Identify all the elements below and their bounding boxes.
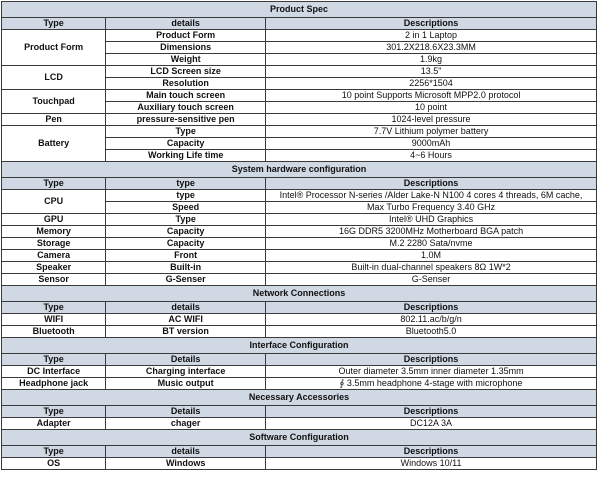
table-row	[2, 274, 597, 286]
row-description: ∮ 3.5mm headphone 4-stage with microphone	[266, 378, 597, 390]
row-description: G-Senser	[266, 274, 597, 286]
row-type: Touchpad	[2, 90, 106, 114]
row-description: Outer diameter 3.5mm inner diameter 1.35mm	[266, 366, 597, 378]
row-detail: Type	[106, 126, 266, 138]
table-row	[2, 30, 597, 42]
row-detail: BT version	[106, 326, 266, 338]
column-header: Descriptions	[266, 18, 597, 30]
row-type: Speaker	[2, 262, 106, 274]
row-description: 16G DDR5 3200MHz Motherboard BGA patch	[266, 226, 597, 238]
row-description: Intel® UHD Graphics	[266, 214, 597, 226]
column-header: Type	[2, 178, 106, 190]
spec-table	[1, 1, 597, 470]
row-description: 2256*1504	[266, 78, 597, 90]
row-description: 1.9kg	[266, 54, 597, 66]
column-header: details	[106, 18, 266, 30]
column-header: details	[106, 446, 266, 458]
section-title-row	[2, 2, 597, 18]
table-row	[2, 190, 597, 202]
row-detail: Capacity	[106, 238, 266, 250]
row-description: Max Turbo Frequency 3.40 GHz	[266, 202, 597, 214]
section-title: Software Configuration	[2, 430, 597, 446]
row-description: Intel® Processor N-series /Alder Lake-N N100 4 cores 4 threads, 6M cache,	[266, 190, 597, 202]
row-description: 10 point Supports Microsoft MPP2.0 protocol	[266, 90, 597, 102]
row-description: 2 in 1 Laptop	[266, 30, 597, 42]
table-row	[2, 126, 597, 138]
row-description: M.2 2280 Sata/nvme	[266, 238, 597, 250]
table-row	[2, 66, 597, 78]
column-header-row	[2, 18, 597, 30]
column-header: Descriptions	[266, 406, 597, 418]
section-title-row	[2, 390, 597, 406]
row-detail: Front	[106, 250, 266, 262]
row-description: 301.2X218.6X23.3MM	[266, 42, 597, 54]
row-description: Bluetooth5.0	[266, 326, 597, 338]
table-row	[2, 226, 597, 238]
row-type: Product Form	[2, 30, 106, 66]
table-row	[2, 418, 597, 430]
row-type: CPU	[2, 190, 106, 214]
row-detail: Resolution	[106, 78, 266, 90]
section-title-row	[2, 286, 597, 302]
row-detail: Capacity	[106, 226, 266, 238]
section-title: Necessary Accessories	[2, 390, 597, 406]
section-title-row	[2, 430, 597, 446]
row-description: 4~6 Hours	[266, 150, 597, 162]
table-row	[2, 326, 597, 338]
spec-sheet	[1, 1, 599, 480]
column-header: Type	[2, 406, 106, 418]
column-header-row	[2, 354, 597, 366]
column-header: details	[106, 302, 266, 314]
row-detail: Music output	[106, 378, 266, 390]
table-row	[2, 262, 597, 274]
row-description: 1024-level pressure	[266, 114, 597, 126]
row-description: Windows 10/11	[266, 458, 597, 470]
column-header: Descriptions	[266, 302, 597, 314]
row-type: Camera	[2, 250, 106, 262]
table-row	[2, 90, 597, 102]
table-row	[2, 250, 597, 262]
row-detail: Capacity	[106, 138, 266, 150]
table-row	[2, 458, 597, 470]
row-description: 7.7V Lithium polymer battery	[266, 126, 597, 138]
row-type: Headphone jack	[2, 378, 106, 390]
section-title-row	[2, 338, 597, 354]
row-detail: Weight	[106, 54, 266, 66]
column-header: Type	[2, 446, 106, 458]
row-detail: Product Form	[106, 30, 266, 42]
row-type: Storage	[2, 238, 106, 250]
row-type: LCD	[2, 66, 106, 90]
row-detail: pressure-sensitive pen	[106, 114, 266, 126]
table-row	[2, 114, 597, 126]
row-type: Battery	[2, 126, 106, 162]
row-description: Built-in dual-channel speakers 8Ω 1W*2	[266, 262, 597, 274]
row-description: 10 point	[266, 102, 597, 114]
row-detail: type	[106, 190, 266, 202]
row-type: DC Interface	[2, 366, 106, 378]
column-header: Type	[2, 302, 106, 314]
column-header: type	[106, 178, 266, 190]
row-detail: Built-in	[106, 262, 266, 274]
row-type: Pen	[2, 114, 106, 126]
row-detail: Dimensions	[106, 42, 266, 54]
table-row	[2, 314, 597, 326]
row-description: 1.0M	[266, 250, 597, 262]
row-detail: chager	[106, 418, 266, 430]
table-row	[2, 214, 597, 226]
row-detail: Auxiliary touch screen	[106, 102, 266, 114]
table-row	[2, 238, 597, 250]
row-type: Sensor	[2, 274, 106, 286]
row-type: Adapter	[2, 418, 106, 430]
row-detail: G-Senser	[106, 274, 266, 286]
row-detail: Main touch screen	[106, 90, 266, 102]
table-row	[2, 366, 597, 378]
section-title: System hardware configuration	[2, 162, 597, 178]
column-header: Descriptions	[266, 354, 597, 366]
row-detail: Working Life time	[106, 150, 266, 162]
row-detail: Type	[106, 214, 266, 226]
row-detail: Windows	[106, 458, 266, 470]
row-type: OS	[2, 458, 106, 470]
row-description: 802.11.ac/b/g/n	[266, 314, 597, 326]
column-header: Details	[106, 406, 266, 418]
column-header-row	[2, 406, 597, 418]
row-description: 9000mAh	[266, 138, 597, 150]
table-row	[2, 378, 597, 390]
column-header-row	[2, 446, 597, 458]
row-type: WIFI	[2, 314, 106, 326]
section-title-row	[2, 162, 597, 178]
row-type: GPU	[2, 214, 106, 226]
column-header: Descriptions	[266, 178, 597, 190]
row-detail: Charging interface	[106, 366, 266, 378]
row-description: DC12A 3A	[266, 418, 597, 430]
row-type: Bluetooth	[2, 326, 106, 338]
column-header: Type	[2, 354, 106, 366]
row-detail: Speed	[106, 202, 266, 214]
row-detail: AC WIFI	[106, 314, 266, 326]
column-header: Descriptions	[266, 446, 597, 458]
section-title: Network Connections	[2, 286, 597, 302]
column-header-row	[2, 302, 597, 314]
column-header-row	[2, 178, 597, 190]
column-header: Type	[2, 18, 106, 30]
row-type: Memory	[2, 226, 106, 238]
row-description: 13.5"	[266, 66, 597, 78]
section-title: Product Spec	[2, 2, 597, 18]
column-header: Details	[106, 354, 266, 366]
row-detail: LCD Screen size	[106, 66, 266, 78]
section-title: Interface Configuration	[2, 338, 597, 354]
